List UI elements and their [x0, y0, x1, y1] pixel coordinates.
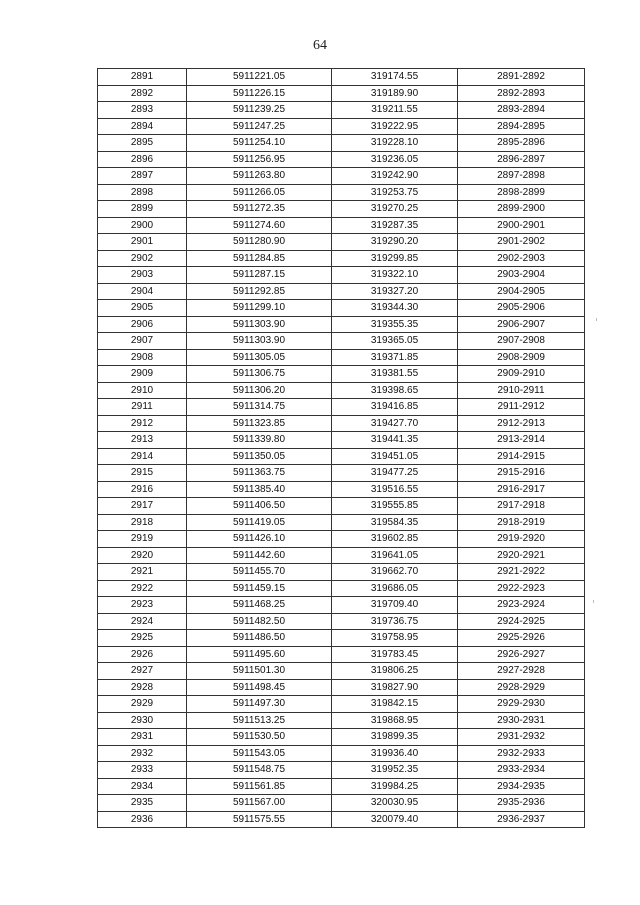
table-row [98, 333, 585, 350]
x-coordinate-cell: 5911567.00 [187, 795, 332, 812]
table-row [98, 316, 585, 333]
point-number-cell: 2931 [98, 729, 187, 746]
segment-cell: 2933-2934 [458, 762, 585, 779]
table-row [98, 597, 585, 614]
point-number-cell: 2928 [98, 679, 187, 696]
table-row [98, 778, 585, 795]
x-coordinate-cell: 5911482.50 [187, 613, 332, 630]
point-number-cell: 2921 [98, 564, 187, 581]
point-number-cell: 2912 [98, 415, 187, 432]
segment-cell: 2894-2895 [458, 118, 585, 135]
y-coordinate-cell: 319555.85 [332, 498, 458, 515]
segment-cell: 2895-2896 [458, 135, 585, 152]
segment-cell: 2926-2927 [458, 646, 585, 663]
x-coordinate-cell: 5911221.05 [187, 69, 332, 86]
segment-cell: 2912-2913 [458, 415, 585, 432]
segment-cell: 2906-2907 [458, 316, 585, 333]
table-row [98, 547, 585, 564]
table-row [98, 729, 585, 746]
point-number-cell: 2913 [98, 432, 187, 449]
table-row [98, 168, 585, 185]
point-number-cell: 2901 [98, 234, 187, 251]
y-coordinate-cell: 319984.25 [332, 778, 458, 795]
coordinates-table-body [98, 69, 585, 828]
point-number-cell: 2935 [98, 795, 187, 812]
point-number-cell: 2905 [98, 300, 187, 317]
point-number-cell: 2908 [98, 349, 187, 366]
point-number-cell: 2895 [98, 135, 187, 152]
table-row [98, 382, 585, 399]
y-coordinate-cell: 319709.40 [332, 597, 458, 614]
point-number-cell: 2925 [98, 630, 187, 647]
x-coordinate-cell: 5911455.70 [187, 564, 332, 581]
y-coordinate-cell: 319355.35 [332, 316, 458, 333]
segment-cell: 2927-2928 [458, 663, 585, 680]
segment-cell: 2925-2926 [458, 630, 585, 647]
x-coordinate-cell: 5911292.85 [187, 283, 332, 300]
x-coordinate-cell: 5911501.30 [187, 663, 332, 680]
x-coordinate-cell: 5911263.80 [187, 168, 332, 185]
point-number-cell: 2906 [98, 316, 187, 333]
x-coordinate-cell: 5911530.50 [187, 729, 332, 746]
x-coordinate-cell: 5911561.85 [187, 778, 332, 795]
table-row [98, 745, 585, 762]
y-coordinate-cell: 319416.85 [332, 399, 458, 416]
segment-cell: 2893-2894 [458, 102, 585, 119]
table-row [98, 102, 585, 119]
table-row [98, 498, 585, 515]
table-row [98, 580, 585, 597]
x-coordinate-cell: 5911254.10 [187, 135, 332, 152]
x-coordinate-cell: 5911385.40 [187, 481, 332, 498]
y-coordinate-cell: 319174.55 [332, 69, 458, 86]
table-row [98, 135, 585, 152]
segment-cell: 2928-2929 [458, 679, 585, 696]
table-row [98, 300, 585, 317]
point-number-cell: 2929 [98, 696, 187, 713]
point-number-cell: 2914 [98, 448, 187, 465]
y-coordinate-cell: 319936.40 [332, 745, 458, 762]
point-number-cell: 2926 [98, 646, 187, 663]
table-row [98, 531, 585, 548]
segment-cell: 2921-2922 [458, 564, 585, 581]
y-coordinate-cell: 319441.35 [332, 432, 458, 449]
x-coordinate-cell: 5911419.05 [187, 514, 332, 531]
segment-cell: 2900-2901 [458, 217, 585, 234]
point-number-cell: 2932 [98, 745, 187, 762]
segment-cell: 2914-2915 [458, 448, 585, 465]
table-row [98, 481, 585, 498]
x-coordinate-cell: 5911306.75 [187, 366, 332, 383]
point-number-cell: 2910 [98, 382, 187, 399]
table-row [98, 366, 585, 383]
y-coordinate-cell: 319584.35 [332, 514, 458, 531]
y-coordinate-cell: 319211.55 [332, 102, 458, 119]
table-row [98, 267, 585, 284]
segment-cell: 2929-2930 [458, 696, 585, 713]
table-row [98, 234, 585, 251]
y-coordinate-cell: 319290.20 [332, 234, 458, 251]
segment-cell: 2919-2920 [458, 531, 585, 548]
segment-cell: 2905-2906 [458, 300, 585, 317]
x-coordinate-cell: 5911303.90 [187, 333, 332, 350]
y-coordinate-cell: 319662.70 [332, 564, 458, 581]
x-coordinate-cell: 5911495.60 [187, 646, 332, 663]
y-coordinate-cell: 319899.35 [332, 729, 458, 746]
y-coordinate-cell: 319287.35 [332, 217, 458, 234]
segment-cell: 2899-2900 [458, 201, 585, 218]
segment-cell: 2935-2936 [458, 795, 585, 812]
table-row [98, 283, 585, 300]
y-coordinate-cell: 319827.90 [332, 679, 458, 696]
x-coordinate-cell: 5911548.75 [187, 762, 332, 779]
x-coordinate-cell: 5911543.05 [187, 745, 332, 762]
segment-cell: 2897-2898 [458, 168, 585, 185]
x-coordinate-cell: 5911468.25 [187, 597, 332, 614]
segment-cell: 2898-2899 [458, 184, 585, 201]
segment-cell: 2924-2925 [458, 613, 585, 630]
y-coordinate-cell: 319371.85 [332, 349, 458, 366]
segment-cell: 2930-2931 [458, 712, 585, 729]
y-coordinate-cell: 319451.05 [332, 448, 458, 465]
table-row [98, 448, 585, 465]
x-coordinate-cell: 5911303.90 [187, 316, 332, 333]
x-coordinate-cell: 5911266.05 [187, 184, 332, 201]
segment-cell: 2932-2933 [458, 745, 585, 762]
x-coordinate-cell: 5911575.55 [187, 811, 332, 828]
point-number-cell: 2917 [98, 498, 187, 515]
y-coordinate-cell: 319952.35 [332, 762, 458, 779]
table-row [98, 151, 585, 168]
segment-cell: 2913-2914 [458, 432, 585, 449]
x-coordinate-cell: 5911406.50 [187, 498, 332, 515]
x-coordinate-cell: 5911299.10 [187, 300, 332, 317]
point-number-cell: 2907 [98, 333, 187, 350]
point-number-cell: 2894 [98, 118, 187, 135]
segment-cell: 2892-2893 [458, 85, 585, 102]
point-number-cell: 2923 [98, 597, 187, 614]
table-row [98, 679, 585, 696]
segment-cell: 2934-2935 [458, 778, 585, 795]
segment-cell: 2891-2892 [458, 69, 585, 86]
x-coordinate-cell: 5911442.60 [187, 547, 332, 564]
point-number-cell: 2891 [98, 69, 187, 86]
y-coordinate-cell: 319242.90 [332, 168, 458, 185]
y-coordinate-cell: 319344.30 [332, 300, 458, 317]
table-row [98, 465, 585, 482]
point-number-cell: 2904 [98, 283, 187, 300]
table-row [98, 432, 585, 449]
point-number-cell: 2903 [98, 267, 187, 284]
scan-speck [596, 318, 597, 321]
x-coordinate-cell: 5911497.30 [187, 696, 332, 713]
point-number-cell: 2934 [98, 778, 187, 795]
point-number-cell: 2892 [98, 85, 187, 102]
segment-cell: 2917-2918 [458, 498, 585, 515]
table-row [98, 514, 585, 531]
x-coordinate-cell: 5911305.05 [187, 349, 332, 366]
point-number-cell: 2897 [98, 168, 187, 185]
x-coordinate-cell: 5911272.35 [187, 201, 332, 218]
x-coordinate-cell: 5911280.90 [187, 234, 332, 251]
point-number-cell: 2899 [98, 201, 187, 218]
point-number-cell: 2919 [98, 531, 187, 548]
table-row [98, 415, 585, 432]
y-coordinate-cell: 319365.05 [332, 333, 458, 350]
x-coordinate-cell: 5911459.15 [187, 580, 332, 597]
x-coordinate-cell: 5911314.75 [187, 399, 332, 416]
point-number-cell: 2920 [98, 547, 187, 564]
x-coordinate-cell: 5911498.45 [187, 679, 332, 696]
table-row [98, 712, 585, 729]
y-coordinate-cell: 319868.95 [332, 712, 458, 729]
page-number: 64 [313, 38, 327, 53]
point-number-cell: 2915 [98, 465, 187, 482]
segment-cell: 2902-2903 [458, 250, 585, 267]
table-row [98, 646, 585, 663]
table-row [98, 184, 585, 201]
segment-cell: 2910-2911 [458, 382, 585, 399]
table-row [98, 217, 585, 234]
table-row [98, 811, 585, 828]
x-coordinate-cell: 5911486.50 [187, 630, 332, 647]
point-number-cell: 2911 [98, 399, 187, 416]
x-coordinate-cell: 5911426.10 [187, 531, 332, 548]
segment-cell: 2907-2908 [458, 333, 585, 350]
y-coordinate-cell: 319602.85 [332, 531, 458, 548]
point-number-cell: 2922 [98, 580, 187, 597]
segment-cell: 2916-2917 [458, 481, 585, 498]
segment-cell: 2903-2904 [458, 267, 585, 284]
y-coordinate-cell: 319641.05 [332, 547, 458, 564]
y-coordinate-cell: 319427.70 [332, 415, 458, 432]
segment-cell: 2911-2912 [458, 399, 585, 416]
x-coordinate-cell: 5911284.85 [187, 250, 332, 267]
y-coordinate-cell: 319758.95 [332, 630, 458, 647]
point-number-cell: 2927 [98, 663, 187, 680]
y-coordinate-cell: 319736.75 [332, 613, 458, 630]
table-row [98, 564, 585, 581]
table-row [98, 349, 585, 366]
y-coordinate-cell: 319381.55 [332, 366, 458, 383]
segment-cell: 2936-2937 [458, 811, 585, 828]
point-number-cell: 2909 [98, 366, 187, 383]
segment-cell: 2908-2909 [458, 349, 585, 366]
y-coordinate-cell: 319270.25 [332, 201, 458, 218]
x-coordinate-cell: 5911239.25 [187, 102, 332, 119]
segment-cell: 2904-2905 [458, 283, 585, 300]
segment-cell: 2923-2924 [458, 597, 585, 614]
table-row [98, 795, 585, 812]
y-coordinate-cell: 320079.40 [332, 811, 458, 828]
y-coordinate-cell: 319477.25 [332, 465, 458, 482]
y-coordinate-cell: 319806.25 [332, 663, 458, 680]
point-number-cell: 2900 [98, 217, 187, 234]
table-row [98, 399, 585, 416]
y-coordinate-cell: 319686.05 [332, 580, 458, 597]
point-number-cell: 2916 [98, 481, 187, 498]
table-row [98, 762, 585, 779]
y-coordinate-cell: 319222.95 [332, 118, 458, 135]
point-number-cell: 2936 [98, 811, 187, 828]
table-row [98, 69, 585, 86]
x-coordinate-cell: 5911339.80 [187, 432, 332, 449]
x-coordinate-cell: 5911306.20 [187, 382, 332, 399]
y-coordinate-cell: 319842.15 [332, 696, 458, 713]
table-row [98, 85, 585, 102]
x-coordinate-cell: 5911256.95 [187, 151, 332, 168]
y-coordinate-cell: 319516.55 [332, 481, 458, 498]
y-coordinate-cell: 319189.90 [332, 85, 458, 102]
scan-speck [593, 600, 594, 603]
segment-cell: 2931-2932 [458, 729, 585, 746]
segment-cell: 2922-2923 [458, 580, 585, 597]
y-coordinate-cell: 319236.05 [332, 151, 458, 168]
point-number-cell: 2930 [98, 712, 187, 729]
table-row [98, 663, 585, 680]
table-row [98, 630, 585, 647]
point-number-cell: 2898 [98, 184, 187, 201]
table-row [98, 613, 585, 630]
point-number-cell: 2924 [98, 613, 187, 630]
point-number-cell: 2893 [98, 102, 187, 119]
y-coordinate-cell: 319228.10 [332, 135, 458, 152]
x-coordinate-cell: 5911226.15 [187, 85, 332, 102]
y-coordinate-cell: 319253.75 [332, 184, 458, 201]
point-number-cell: 2896 [98, 151, 187, 168]
y-coordinate-cell: 320030.95 [332, 795, 458, 812]
table-row [98, 201, 585, 218]
x-coordinate-cell: 5911323.85 [187, 415, 332, 432]
x-coordinate-cell: 5911274.60 [187, 217, 332, 234]
x-coordinate-cell: 5911287.15 [187, 267, 332, 284]
segment-cell: 2918-2919 [458, 514, 585, 531]
point-number-cell: 2933 [98, 762, 187, 779]
x-coordinate-cell: 5911513.25 [187, 712, 332, 729]
segment-cell: 2896-2897 [458, 151, 585, 168]
table-row [98, 696, 585, 713]
segment-cell: 2920-2921 [458, 547, 585, 564]
x-coordinate-cell: 5911350.05 [187, 448, 332, 465]
segment-cell: 2901-2902 [458, 234, 585, 251]
x-coordinate-cell: 5911247.25 [187, 118, 332, 135]
y-coordinate-cell: 319327.20 [332, 283, 458, 300]
coordinates-table [97, 68, 585, 828]
y-coordinate-cell: 319783.45 [332, 646, 458, 663]
table-row [98, 250, 585, 267]
y-coordinate-cell: 319398.65 [332, 382, 458, 399]
table-row [98, 118, 585, 135]
y-coordinate-cell: 319299.85 [332, 250, 458, 267]
segment-cell: 2909-2910 [458, 366, 585, 383]
point-number-cell: 2902 [98, 250, 187, 267]
x-coordinate-cell: 5911363.75 [187, 465, 332, 482]
segment-cell: 2915-2916 [458, 465, 585, 482]
y-coordinate-cell: 319322.10 [332, 267, 458, 284]
point-number-cell: 2918 [98, 514, 187, 531]
